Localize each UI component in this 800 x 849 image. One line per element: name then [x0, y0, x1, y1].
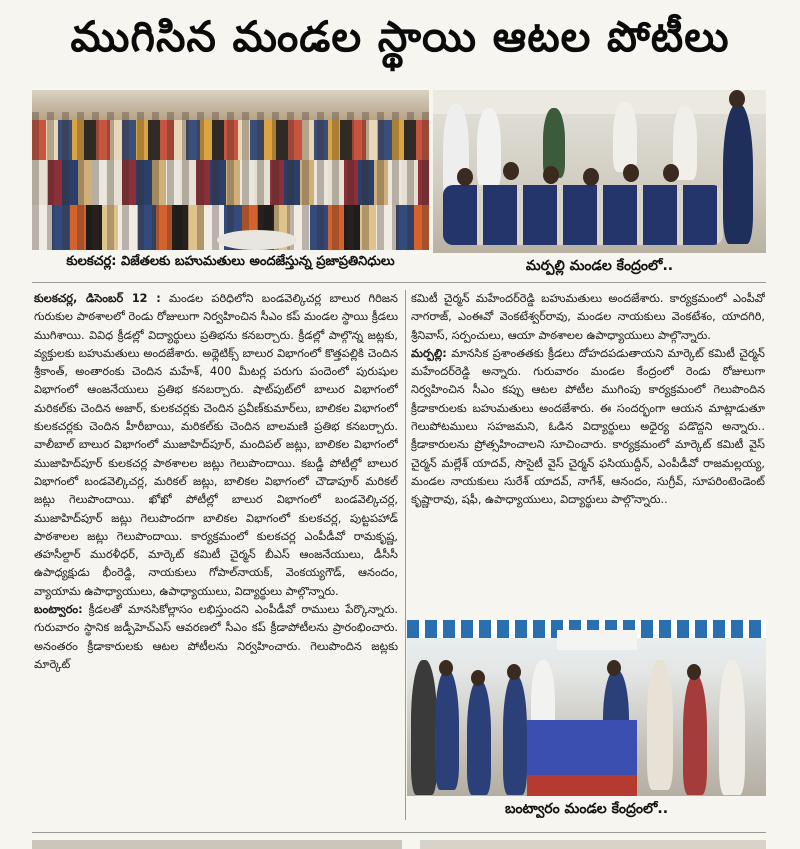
article-column-right: [411, 290, 765, 612]
article-paragraph: [34, 601, 398, 674]
photo-caption-kulakacharla: కులకచర్ల: విజేతలకు బహుమతులు అందజేస్తున్న ప్రజాప్రతినిధులు: [66, 254, 395, 269]
article-paragraph: [34, 290, 398, 601]
paragraph-text: మండల పరిధిలోని బండవెల్కిచర్ల బాలుర గిరిజన గురుకుల పాఠశాలలో రెండు రోజులుగా నిర్వహించిన సీఎం కప్ మండల స్థాయి క్రీడలు ముగిశాయి. వివిధ క్రీడల్లో విద్యార్థులు ప్రతిభను కనబర్చారు. క్రీడల్లో పాల్గొన్న జట్లకు, వ్యక్తులకు బహుమతులు అందజేశారు. అథ్లెటిక్స్ బాలుర విభాగంలో కొత్తపల్లికి చెందిన శ్రీకాంత్, అంతారంకు చెందిన మహేశ్, 400 మీటర్ల పరుగు పందెంలో పురుషుల విభాగంలో ఆంజనేయులు ప్రతిభ కనబర్చారు. షాట్‌పుట్‌లో బాలుర విభాగంలో మరికల్‌కు చెందిన అజార్, కులకచర్లకు చెందిన ప్రవీణ్‌కుమార్‌లు, బాలికల విభాగంలో కులకచర్లకు చెందిన హీరీబాయి, మరికల్‌కు చెందిన బాలమణి ప్రతిభ కనబర్చారు. వాలీబాల్ బాలుర విభాగంలో ముజాహిద్‌పూర్, మందిపల్ జట్లు, బాలికల విభాగంలో ముజాహిద్‌పూర్ కులకచర్ల పాఠశాలల జట్లు గెలుపొందాయి. కబడ్డీ పోటీల్లో బాలుర విభాగంలో బండవెల్కిచర్ల, మరికల్ జట్లు, బాలికల విభాగంలో చౌడాపూర్ మరికల్ జట్లు గెలుపొందాయి. ఖోఖో పోటీల్లో బాలుర విభాగంలో బండవెల్కిచర్ల, ముజాహిద్‌పూర్ జట్లు గెలుపొందగా బాలికల విభాగంలో కులకచర్ల, పుట్టపహాడ్ పాఠశాలల జట్లు గెలుపొందాయి. కార్యక్రమంలో కులకచర్ల ఎంపీడీవో రామకృష్ణ, తహసీల్దార్ మురళీధర్, మార్కెట్ కమిటీ చైర్మన్ బీఎస్ ఆంజనేయులు, డీసీసీ ఉపాధ్యక్షుడు భీంరెడ్డి, నాయకులు గోపాల్‌నాయక్, వెంకయ్యగౌడ్, ఆనందం, వ్యాయామ ఉపాధ్యాయులు, ఉపాధ్యాయులు, విద్యార్థులు పాల్గొన్నారు.: [34, 292, 398, 598]
group-photo-kulakacharla: [32, 90, 429, 250]
bottom-divider: [32, 832, 766, 833]
paragraph-text: మానసిక ప్రశాంతతకు క్రీడలు దోహదపడుతాయని మార్కెట్ కమిటీ చైర్మన్ మహేందర్‌రెడ్డి అన్నారు. గురువారం మండల కేంద్రంలో రెండు రోజులుగా నిర్వహించిన సీఎం కప్పు ఆటల పోటీల ముగింపు కార్యక్రమంలో గెలుపొందిన క్రీడాకారులకు బహుమతులు అందజేశారు. ఈ సందర్భంగా ఆయన మాట్లాడుతూ గెలుపోటములు సహజమని, ఓడిన విద్యార్థులు అధైర్య పడొద్దని అన్నారు.. క్రీడాకారులను ప్రోత్సహించాలని సూచించారు. కార్యక్రమంలో మార్కెట్ కమిటీ వైస్ చైర్మన్ మల్లేశ్ యాదవ్, సొసైటీ వైస్ చైర్మన్ ఫసియుద్దీన్, ఎంపీడీవో రాజమల్లయ్య, మండల నాయకులు సురేశ్ యాదవ్, నాగేశ్, ఆనందం, సుగ్రీవ్, సూపరింటెండెంట్ కృష్ణారావు, షఫీ, ఉపాధ్యాయులు, విద్యార్థులు పాల్గొన్నారు..: [411, 346, 765, 507]
award-photo-marpalli: [433, 90, 766, 253]
next-article-strip: [32, 840, 402, 849]
photo-caption-bantwaram: బంట్వారం మండల కేంద్రంలో..: [504, 801, 669, 817]
article-column-left: [34, 290, 398, 822]
column-divider: [405, 290, 406, 820]
page-title: ముగిసిన మండల స్థాయి ఆటల పోటీలు: [70, 12, 730, 61]
article-paragraph: [411, 290, 765, 345]
dateline-bantwaram: బంట్వారం:: [34, 603, 83, 617]
award-photo-bantwaram: [407, 620, 766, 796]
divider: [32, 282, 766, 283]
dateline-kulakacharla: కులకచర్ల, డిసెంబర్ 12 :: [34, 292, 161, 305]
photo-caption-marpalli: మర్పల్లి మండల కేంద్రంలో..: [525, 258, 674, 274]
dateline-marpalli: మర్పల్లి:: [411, 346, 447, 360]
article-paragraph: [411, 345, 765, 510]
next-article-strip: [420, 840, 766, 849]
paragraph-text: క్రీడలతో మానసికోల్లాసం లభిస్తుందని ఎంపీడీవో రాములు పేర్కొన్నారు. గురువారం స్థానిక జడ్పీహెచ్‌ఎస్ ఆవరణలో సీఎం కప్ క్రీడాపోటీలను ప్రారంభించారు. అనంతరం క్రీడాకారులకు ఆటల పోటీలను నిర్వహించారు. గెలుపొందిన జట్లకు మార్కెట్: [34, 603, 398, 671]
paragraph-text: కమిటీ చైర్మన్ మహేందర్‌రెడ్డి బహుమతులు అందజేశారు. కార్యక్రమంలో ఎంపీవో నాగరాజ్, ఎంఈవో వెంకటేశ్వర్‌రావు, మండల నాయకులు వెంకటేశం, యాదగిరి, శ్రీనివాస్, సర్పంచులు, ఆయా పాఠశాలల ఉపాధ్యాయులు పాల్గొన్నారు.: [411, 292, 765, 342]
